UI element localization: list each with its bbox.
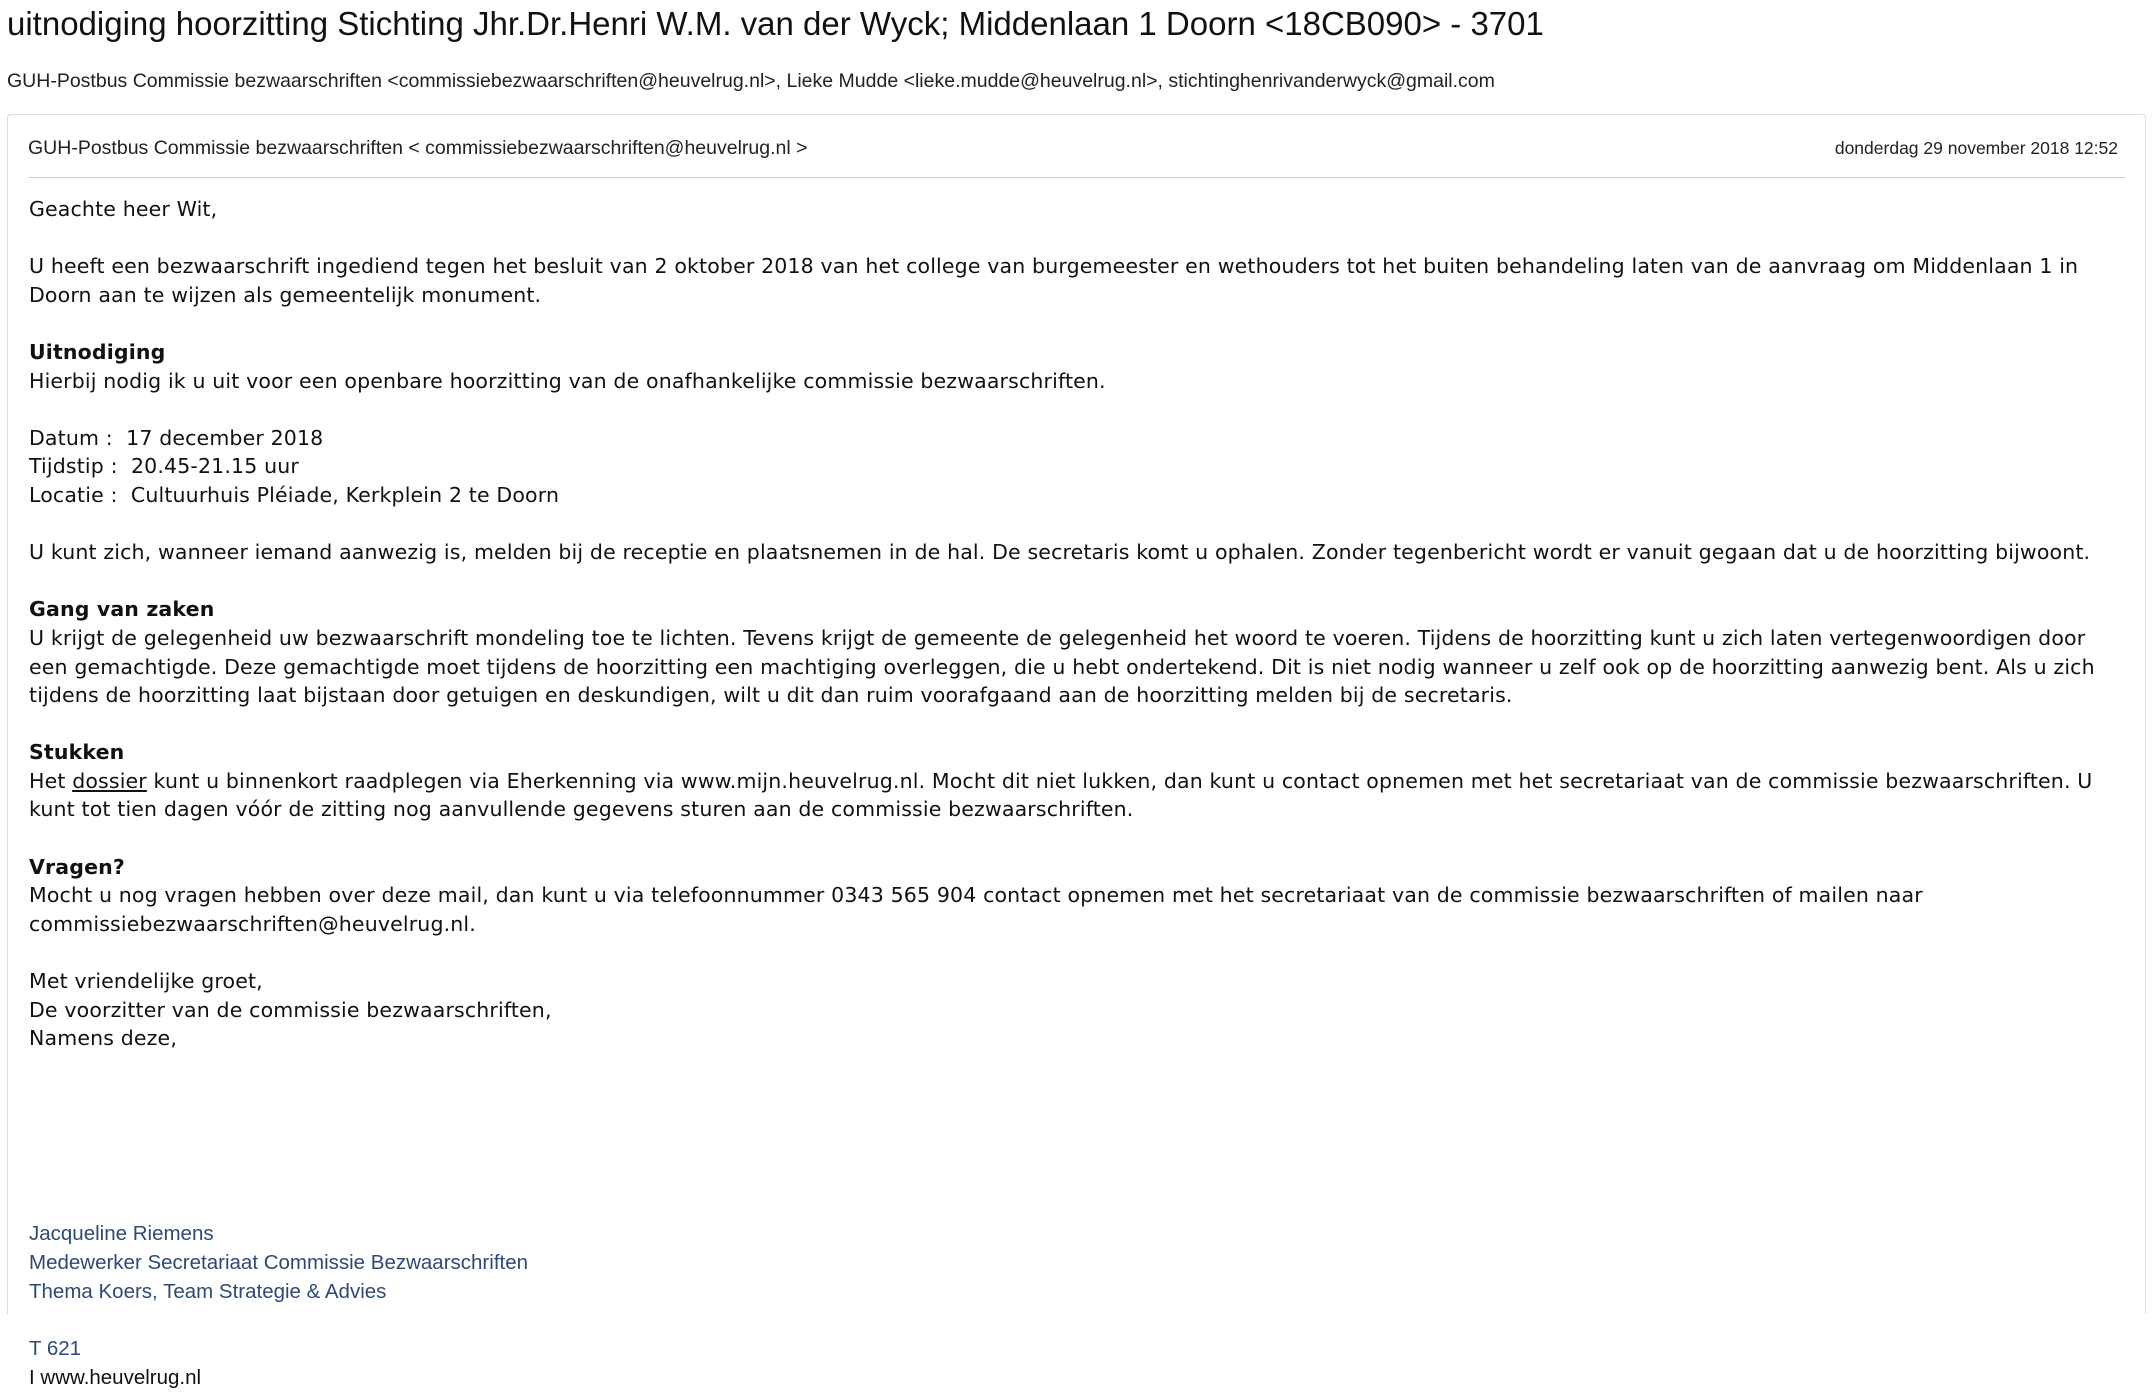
signature-spacer [29,1306,528,1335]
email-subject: uitnodiging hoorzitting Stichting Jhr.Dr.Henri W.M. van der Wyck; Middenlaan 1 Doorn <18CB090> - 3701 [7,5,1544,42]
closing-line: De voorzitter van de commissie bezwaarschriften, [29,997,552,1022]
dossier-link[interactable]: dossier [72,768,147,793]
invitation-section [29,338,2129,395]
documents-line-rest: kunt u binnenkort raadplegen via Eherkenning via www.mijn.heuvelrug.nl. Mocht dit niet lukken, dan kunt u contact opnemen met het secretariaat van de commissie bezwaarschriften. U [146,768,2093,793]
questions-heading: Vragen? [29,854,125,879]
signature-role: Medewerker Secretariaat Commissie Bezwaarschriften [29,1250,529,1274]
message-date: donderdag 29 november 2018 12:52 [1834,138,2118,158]
closing [29,967,2129,1053]
greeting-text: Geachte heer Wit, [29,197,218,221]
signature-phone: T 621 [29,1337,82,1361]
procedure-heading: Gang van zaken [29,597,215,622]
signature-web [29,1364,528,1393]
documents-line [29,767,2129,796]
email-recipients: GUH-Postbus Commissie bezwaarschriften <commissiebezwaarschriften@heuvelrug.nl>, Lieke Mudde <lieke.mudde@heuvelrug.nl>, stichtinghenrivanderwyck@gmail.com [7,70,1495,92]
documents-prefix: Het [29,768,73,793]
arrival-paragraph [29,538,2129,567]
hearing-time: Tijdstip : 20.45-21.15 uur [29,454,299,479]
closing-line: Namens deze, [29,1026,177,1051]
documents-heading: Stukken [29,740,125,765]
signature-team: Thema Koers, Team Strategie & Advies [29,1279,387,1303]
message-card [7,114,2146,1389]
greeting [29,195,2129,224]
procedure-line: tijdens de hoorzitting laat bijstaan door getuigen en deskundigen, wilt u dit dan ruim voorafgaand aan de hoorzitting melden bij de secretaris. [29,683,1513,708]
questions-email: commissiebezwaarschriften@heuvelrug.nl. [29,911,476,936]
website-link[interactable]: www.heuvelrug.nl [40,1365,202,1389]
signature-name: Jacqueline Riemens [29,1222,214,1245]
questions-section [29,853,2129,939]
documents-line: kunt tot tien dagen vóór de zitting nog aanvullende gegevens sturen aan de commissie bezwaarschriften. [29,797,1134,822]
procedure-section [29,595,2129,709]
documents-section [29,738,2129,824]
intro-line: Doorn aan te wijzen als gemeentelijk monument. [29,282,542,307]
procedure-line: een gemachtigde. Deze gemachtigde moet tijdens de hoorzitting een machtiging overleggen, die u hebt ondertekend. Dit is niet nodig wanneer u zelf ook op de hoorzitting aanwezig bent. Als u zich [29,654,2095,679]
hearing-location: Locatie : Cultuurhuis Pléiade, Kerkplein 2 te Doorn [29,482,560,507]
arrival-text: U kunt zich, wanneer iemand aanwezig is, melden bij de receptie en plaatsnemen in de hal. De secretaris komt u ophalen. Zonder tegenbericht wordt er vanuit gegaan dat u de hoorzitting bijwoont. [29,540,2091,565]
closing-line: Met vriendelijke groet, [29,969,263,994]
hearing-date: Datum : 17 december 2018 [29,425,324,450]
invitation-text: Hierbij nodig ik u uit voor een openbare hoorzitting van de onafhankelijke commissie bezwaarschriften. [29,368,1106,393]
hearing-details [29,424,2129,510]
signature [29,1220,528,1393]
signature-web-prefix: I [29,1365,41,1389]
intro-line: U heeft een bezwaarschrift ingediend tegen het besluit van 2 oktober 2018 van het college van burgemeester en wethouders tot het buiten behandeling laten van de aanvraag om Middenlaan 1 in [29,254,2079,279]
questions-line: Mocht u nog vragen hebben over deze mail, dan kunt u via telefoonnummer 0343 565 904 contact opnemen met het secretariaat van de commissie bezwaarschriften of mailen naar [29,883,1923,908]
intro-paragraph [29,252,2129,309]
sender: GUH-Postbus Commissie bezwaarschriften < commissiebezwaarschriften@heuvelrug.nl > [28,137,808,159]
procedure-line: U krijgt de gelegenheid uw bezwaarschrift mondeling toe te lichten. Tevens krijgt de gemeente de gelegenheid het woord te voeren. Tijdens de hoorzitting kunt u zich laten vertegenwoordigen door [29,625,2086,650]
message-header [28,135,2125,178]
message-body [29,195,2129,1081]
invitation-heading: Uitnodiging [29,339,166,364]
